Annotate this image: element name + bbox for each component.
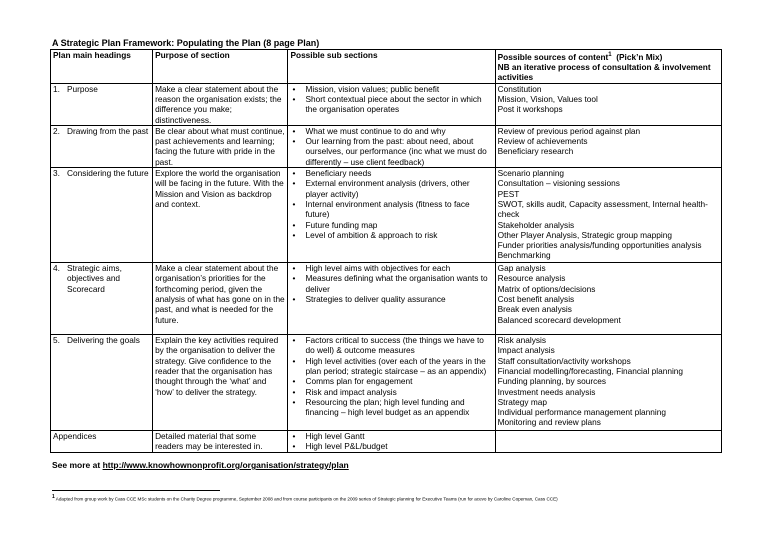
footnote-reference[interactable]: 1 [608,52,612,58]
subsections-cell [288,125,495,167]
list-item: • Strategies to deliver quality assurance [290,294,492,304]
table-row [51,168,722,263]
list-item: • Comms plan for engagement [290,376,492,386]
source-item: Impact analysis [497,345,555,356]
footnote-divider [52,490,220,491]
header-purpose: Purpose of section [153,50,288,84]
source-item: Stakeholder analysis [497,219,575,230]
list-item: • Level of ambition & approach to risk [290,230,492,240]
heading-number: 3. [53,168,60,179]
subsections-list [290,126,492,167]
plan-heading-cell [51,168,153,263]
subsections-list [290,335,492,417]
table-row [51,263,722,335]
source-item: Constitution [497,83,542,94]
source-item: Investment needs analysis [497,386,596,397]
purpose-cell: Detailed material that some readers may be interested in. [153,431,288,453]
see-more-link[interactable]: http://www.knowhownonprofit.org/organisation/strategy/plan [102,460,349,471]
heading-number: 4. [53,263,60,274]
list-item: • Mission, vision values; public benefit [290,84,492,94]
plan-heading-cell [51,83,153,125]
purpose-cell: Make a clear statement about the reason the organisation exists; the difference you make; distinctiveness. [153,83,288,125]
table-header-row [51,50,722,84]
header-sources-label: Possible sources of content [497,51,609,62]
source-item: Funder priorities analysis/funding opportunities analysis [497,240,702,251]
see-more-prefix: See more at [52,460,103,471]
sources-cell [495,125,721,167]
source-item: Review of achievements [497,136,588,147]
sources-cell [495,168,721,263]
see-more-line [52,460,722,470]
table-body [51,83,722,452]
source-item: Staff consultation/activity workshops [497,355,631,366]
sources-cell [495,431,721,453]
footnote-mark: 1 [52,494,55,500]
subsections-list [290,168,492,240]
source-item: Balanced scorecard development [497,314,621,325]
subsections-cell [288,431,495,453]
list-item: • Resourcing the plan; high level funding and financing – high level budget as an appendix [290,397,492,418]
list-item: • Beneficiary needs [290,168,492,178]
plan-heading-cell [51,125,153,167]
plan-heading-cell [51,335,153,431]
source-item: Other Player Analysis, Strategic group mapping [497,229,672,240]
source-item: Financial modelling/forecasting, Financial planning [497,365,684,376]
list-item: • Factors critical to success (the things we have to do well) & outcome measures [290,335,492,356]
list-item: • High level Gantt [290,431,492,441]
table-row [51,335,722,431]
header-sources-suffix: (Pick’n Mix) [611,51,663,62]
source-item: SWOT, skills audit, Capacity assessment, Internal health-check [497,198,708,220]
plan-heading-cell [51,431,153,453]
list-item: • Short contextual piece about the sector in which the organisation operates [290,94,492,115]
table-row [51,125,722,167]
source-item: Break even analysis [497,304,572,315]
heading-text: Considering the future [67,168,149,179]
subsections-list [290,84,492,115]
header-main-headings: Plan main headings [51,50,153,84]
document-title: A Strategic Plan Framework: Populating the Plan (8 page Plan) [52,38,320,48]
purpose-cell: Make a clear statement about the organisation’s priorities for the forthcoming period, given the analysis of what has gone on in the past, and what is needed for the future. [153,263,288,335]
list-item: • External environment analysis (drivers, other player activity) [290,178,492,199]
source-item: Resource analysis [497,273,566,284]
list-item: • High level activities (over each of the years in the plan period; strategic staircase – as an appendix) [290,356,492,377]
subsections-cell [288,168,495,263]
table-row [51,83,722,125]
sources-cell [495,335,721,431]
source-item: Matrix of options/decisions [497,283,596,294]
source-item: Scenario planning [497,168,565,179]
source-item: Consultation – visioning sessions [497,178,620,189]
source-item: Funding planning, by sources [497,376,607,387]
heading-text: Purpose [67,83,98,94]
list-item: • What we must continue to do and why [290,126,492,136]
subsections-list [290,263,492,304]
source-item: Mission, Vision, Values tool [497,93,598,104]
heading-text: Strategic aims, objectives and Scorecard [67,263,122,294]
source-item: Individual performance management planning [497,407,666,418]
source-item: Strategy map [497,396,547,407]
purpose-cell: Explain the key activities required by the organisation to deliver the strategy. Give confidence to the reader that the organisation has thought through the ‘what’ and ‘how’ to deliver the strategy. [153,335,288,431]
subsections-cell [288,335,495,431]
source-item: PEST [497,188,520,199]
strategic-plan-table [50,49,722,453]
list-item: • Future funding map [290,220,492,230]
list-item: • High level P&L/budget [290,441,492,451]
heading-number: 5. [53,335,60,346]
source-item: Risk analysis [497,335,547,346]
list-item: • Measures defining what the organisation wants to deliver [290,273,492,294]
source-item: Monitoring and review plans [497,417,601,428]
plan-heading-cell [51,263,153,335]
heading-text: Delivering the goals [67,335,140,346]
list-item: • Risk and impact analysis [290,387,492,397]
source-item: Cost benefit analysis [497,293,575,304]
list-item: • Internal environment analysis (fitness to face future) [290,199,492,220]
sources-cell [495,263,721,335]
header-sources [495,50,721,84]
heading-number: 1. [53,83,60,94]
subsections-cell [288,83,495,125]
source-item: Review of previous period against plan [497,125,641,136]
source-item: Beneficiary research [497,146,574,157]
source-item: Gap analysis [497,263,546,274]
heading-text: Appendices [53,431,97,442]
footnote-text: Adapted from group work by Cass CCE MSc students on the Charity Degree programme, September 2008 and from course participants on the 2009 series of Strategic planning for Executive Teams (run for acevo by Caroline Copeman, Cass CCE) [54,496,558,502]
purpose-cell: Be clear about what must continue, past achievements and learning; facing the future with pride in the past. [153,125,288,167]
heading-text: Drawing from the past [67,125,149,136]
purpose-cell: Explore the world the organisation will be facing in the future. With the Mission and Vision as backdrop and context. [153,168,288,263]
list-item: • High level aims with objectives for each [290,263,492,273]
source-item: Post it workshops [497,104,563,115]
footnote [52,494,558,503]
list-item: • Our learning from the past: about need, about ourselves, our performance (inc what we must do differently – use client feedback) [290,136,492,167]
document-page [50,38,722,470]
heading-number: 2. [53,125,60,136]
header-sources-note: NB an iterative process of consultation & involvement activities [497,62,711,83]
sources-cell [495,83,721,125]
subsections-cell [288,263,495,335]
subsections-list [290,431,492,452]
table-row [51,431,722,453]
header-subsections: Possible sub sections [288,50,495,84]
source-item: Benchmarking [497,250,551,261]
